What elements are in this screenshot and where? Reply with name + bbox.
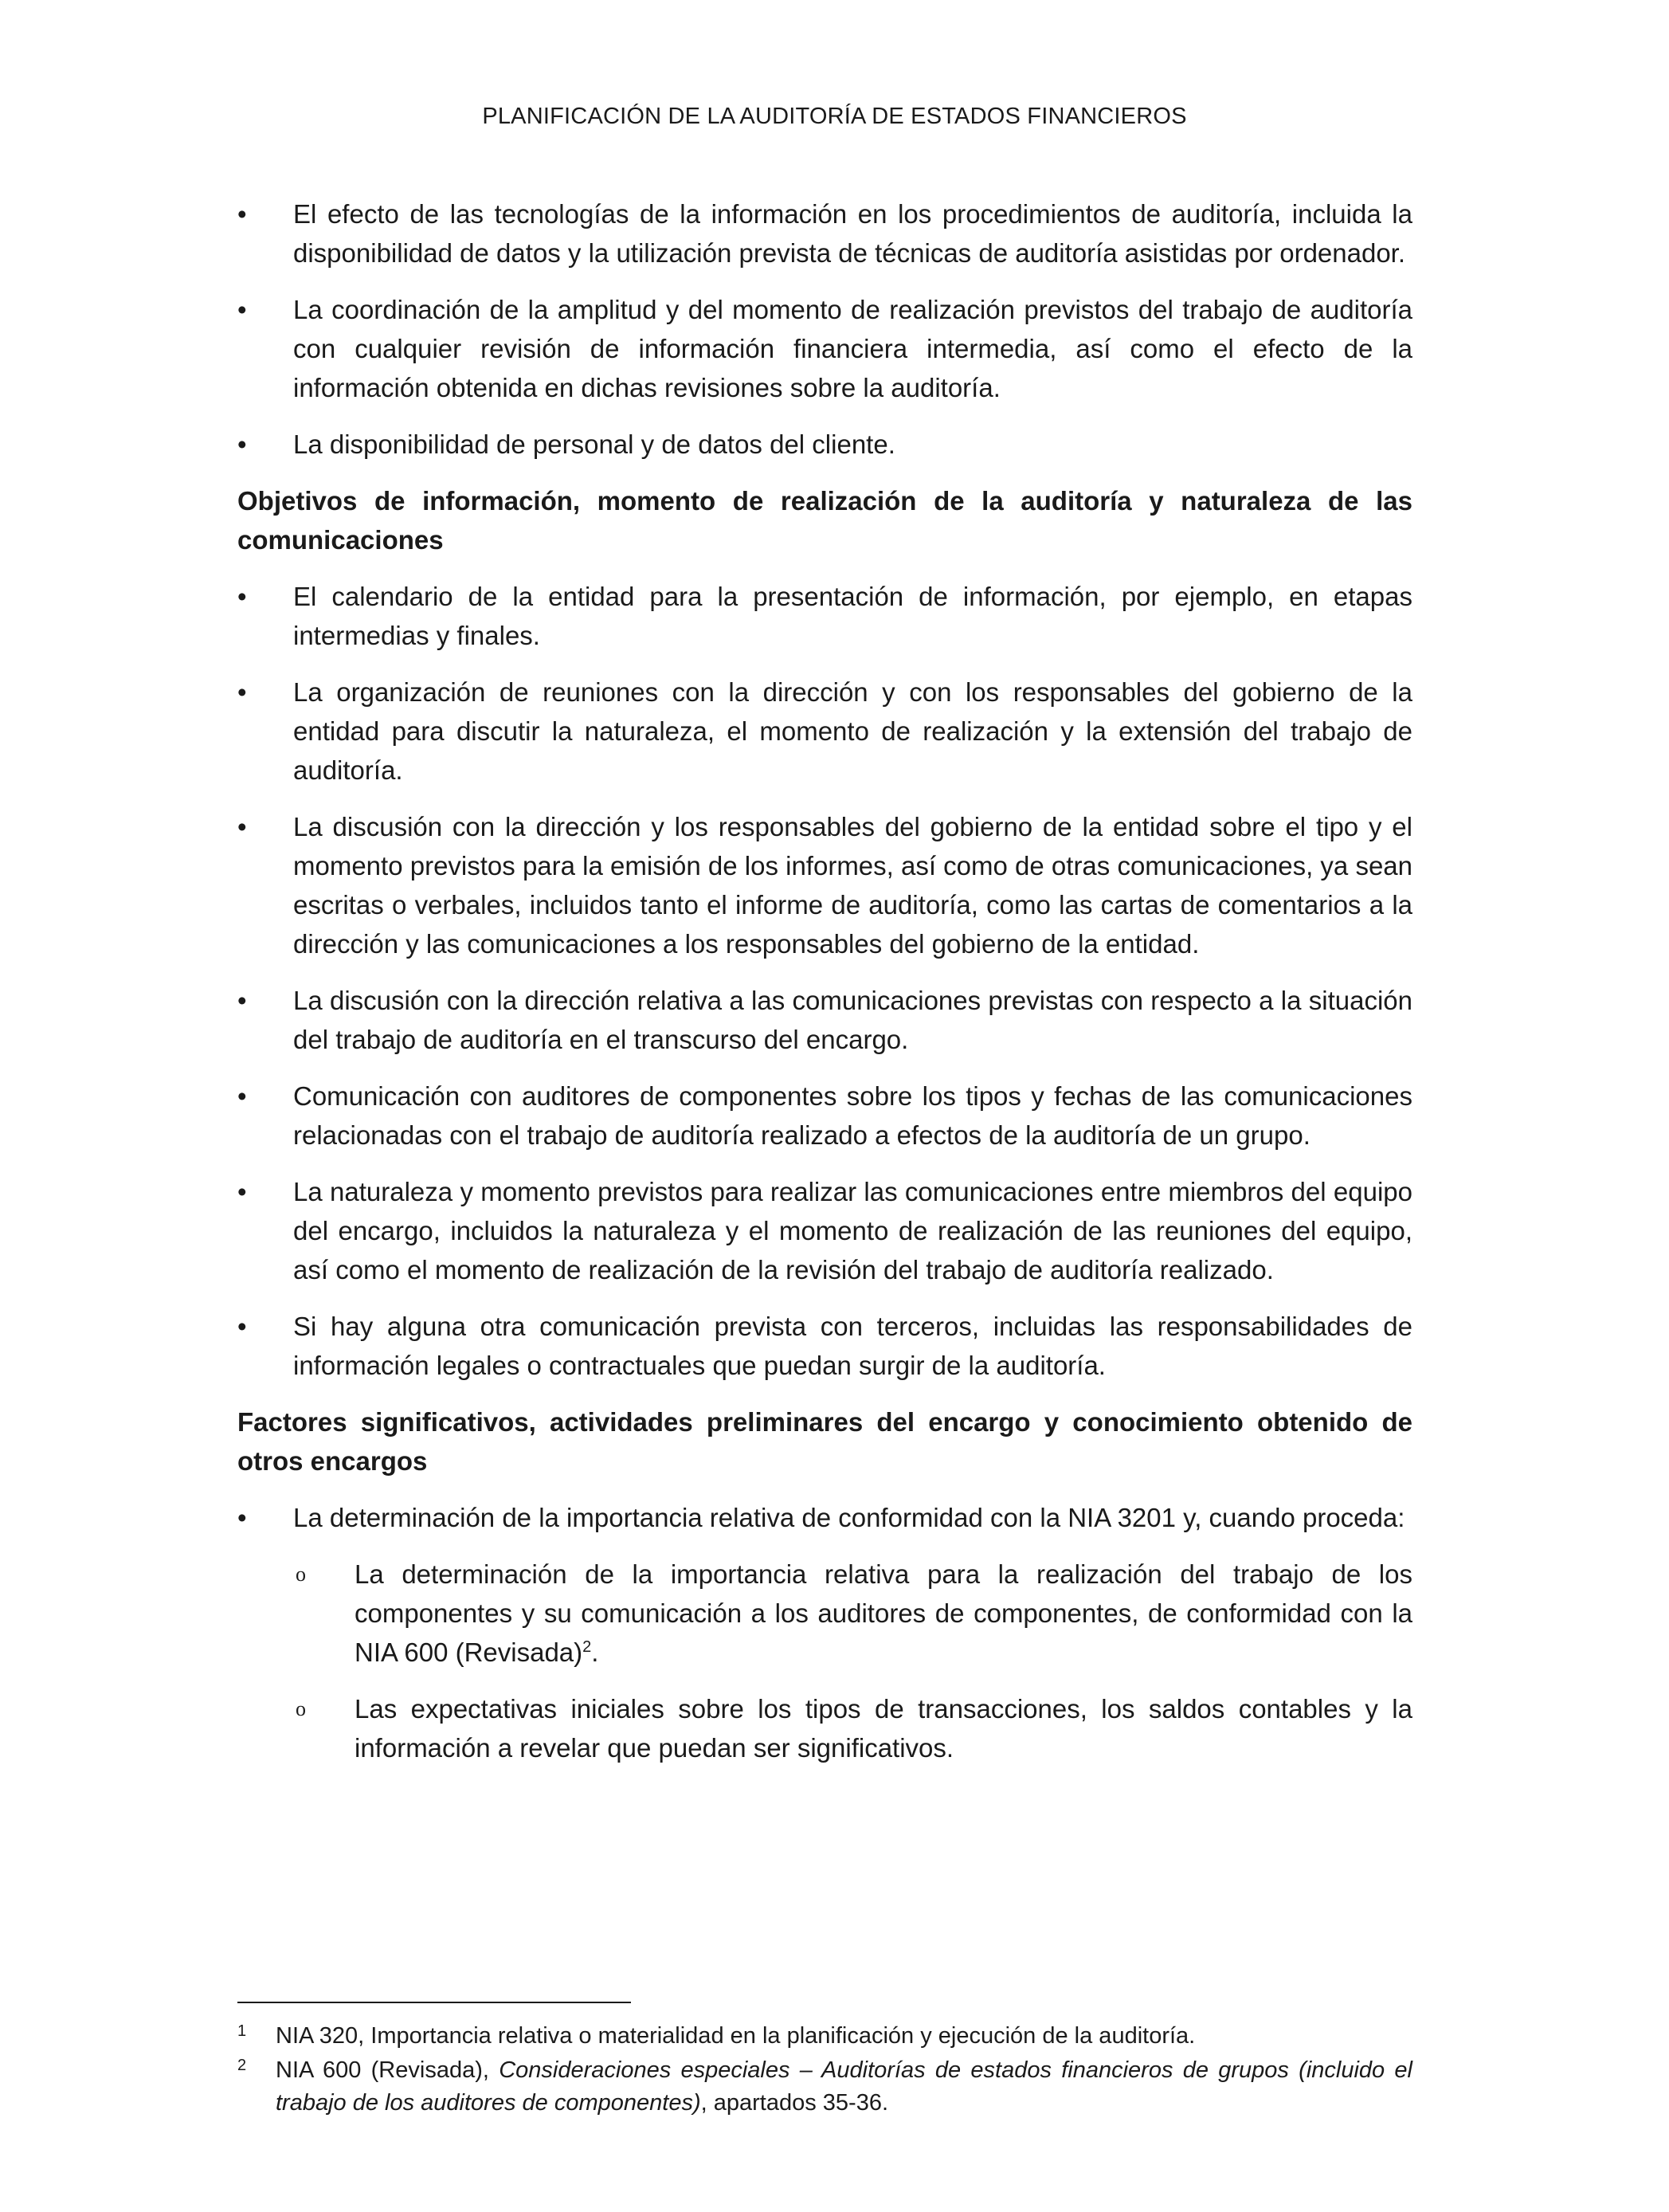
list-item-text-continued: y, cuando proceda: <box>1176 1503 1405 1532</box>
list-item <box>237 673 1412 790</box>
bullet-icon: • <box>237 1081 247 1111</box>
list-item <box>237 1307 1412 1385</box>
bullet-icon: • <box>237 1312 247 1341</box>
bullet-icon: • <box>237 429 247 459</box>
list-item <box>237 290 1412 407</box>
sub-bullet-icon: o <box>296 1697 306 1720</box>
footnote-mark: 1 <box>237 2022 247 2040</box>
list-item-text: El efecto de las tecnologías de la información en los procedimientos de auditoría, incluida la disponibilidad de datos y la utilización prevista de técnicas de auditoría asistidas por ordenador. <box>293 199 1412 268</box>
footnote-ref[interactable]: 1 <box>1161 1503 1176 1532</box>
bullet-icon: • <box>237 812 247 841</box>
sub-bullet-icon: o <box>296 1563 306 1586</box>
bullet-icon: • <box>237 677 247 707</box>
list-item <box>237 577 1412 655</box>
bullet-icon: • <box>237 199 247 229</box>
list-item-text: La determinación de la importancia relativa de conformidad con la NIA 320 <box>293 1503 1162 1532</box>
sub-list-item-end: . <box>591 1637 599 1667</box>
footnote-text: NIA 320, Importancia relativa o materialidad en la planificación y ejecución de la auditoría. <box>276 2023 1196 2049</box>
list-item-text: La organización de reuniones con la dirección y con los responsables del gobierno de la entidad para discutir la naturaleza, el momento de realización y la extensión del trabajo de auditoría. <box>293 677 1412 785</box>
footnote-ref[interactable]: 2 <box>582 1638 592 1656</box>
list-item <box>237 1498 1412 1537</box>
section-heading: Objetivos de información, momento de realización de la auditoría y naturaleza de las comunicaciones <box>237 486 1412 555</box>
list-item-text: El calendario de la entidad para la presentación de información, por ejemplo, en etapas intermedias y finales. <box>293 582 1412 650</box>
document-body <box>237 194 1412 1785</box>
bullet-icon: • <box>237 986 247 1015</box>
list-item <box>237 807 1412 963</box>
sub-list-item <box>237 1689 1412 1767</box>
sub-list-item-text: La determinación de la importancia relativa para la realización del trabajo de los componentes y su comunicación a los auditores de componentes, de conformidad con la NIA 600 (Revisada) <box>355 1559 1412 1667</box>
bullet-icon: • <box>237 1503 247 1532</box>
page-header: PLANIFICACIÓN DE LA AUDITORÍA DE ESTADOS FINANCIEROS <box>482 104 1187 129</box>
sub-list-item-text: Las expectativas iniciales sobre los tipos de transacciones, los saldos contables y la información a revelar que puedan ser significativos. <box>355 1694 1412 1763</box>
list-item-text: La discusión con la dirección relativa a las comunicaciones previstas con respecto a la situación del trabajo de auditoría en el transcurso del encargo. <box>293 986 1412 1054</box>
section-heading: Factores significativos, actividades preliminares del encargo y conocimiento obtenido de otros encargos <box>237 1407 1412 1476</box>
list-item <box>237 981 1412 1059</box>
list-item-text: Comunicación con auditores de componentes sobre los tipos y fechas de las comunicaciones relacionadas con el trabajo de auditoría realizado a efectos de la auditoría de un grupo. <box>293 1081 1412 1150</box>
footnote-text-prefix: NIA 600 (Revisada), <box>276 2057 500 2083</box>
footnote <box>237 2020 1412 2053</box>
sub-list-item <box>237 1555 1412 1672</box>
list-item <box>237 194 1412 273</box>
footnote-separator <box>237 2002 631 2003</box>
list-item-text: La disponibilidad de personal y de datos del cliente. <box>293 429 895 459</box>
footnote <box>237 2054 1412 2120</box>
footnote-text-suffix: , apartados 35-36. <box>700 2090 889 2116</box>
bullet-icon: • <box>237 582 247 611</box>
bullet-icon: • <box>237 295 247 324</box>
list-item-text: La naturaleza y momento previstos para realizar las comunicaciones entre miembros del equipo del encargo, incluidos la naturaleza y el momento de realización de las reuniones del equipo, así como el momento de realización de la revisión del trabajo de auditoría realizado. <box>293 1177 1412 1284</box>
list-item-text: Si hay alguna otra comunicación prevista con terceros, incluidas las responsabilidades de información legales o contractuales que puedan surgir de la auditoría. <box>293 1312 1412 1380</box>
list-item <box>237 1172 1412 1289</box>
footnotes <box>237 2020 1412 2121</box>
list-item <box>237 425 1412 464</box>
footnote-text-title: Consideraciones especiales – Auditorías de estados financieros de grupos (incluido el trabajo de los auditores de componentes) <box>276 2057 1412 2116</box>
bullet-icon: • <box>237 1177 247 1206</box>
list-item-text: La discusión con la dirección y los responsables del gobierno de la entidad sobre el tipo y el momento previstos para la emisión de los informes, así como de otras comunicaciones, ya sean escritas o verbales, incluidos tanto el informe de auditoría, como las cartas de comentarios a la dirección y las comunicaciones a los responsables del gobierno de la entidad. <box>293 812 1412 959</box>
list-item <box>237 1077 1412 1155</box>
list-item-text: La coordinación de la amplitud y del momento de realización previstos del trabajo de auditoría con cualquier revisión de información financiera intermedia, así como el efecto de la información obtenida en dichas revisiones sobre la auditoría. <box>293 295 1412 402</box>
footnote-mark: 2 <box>237 2057 247 2074</box>
